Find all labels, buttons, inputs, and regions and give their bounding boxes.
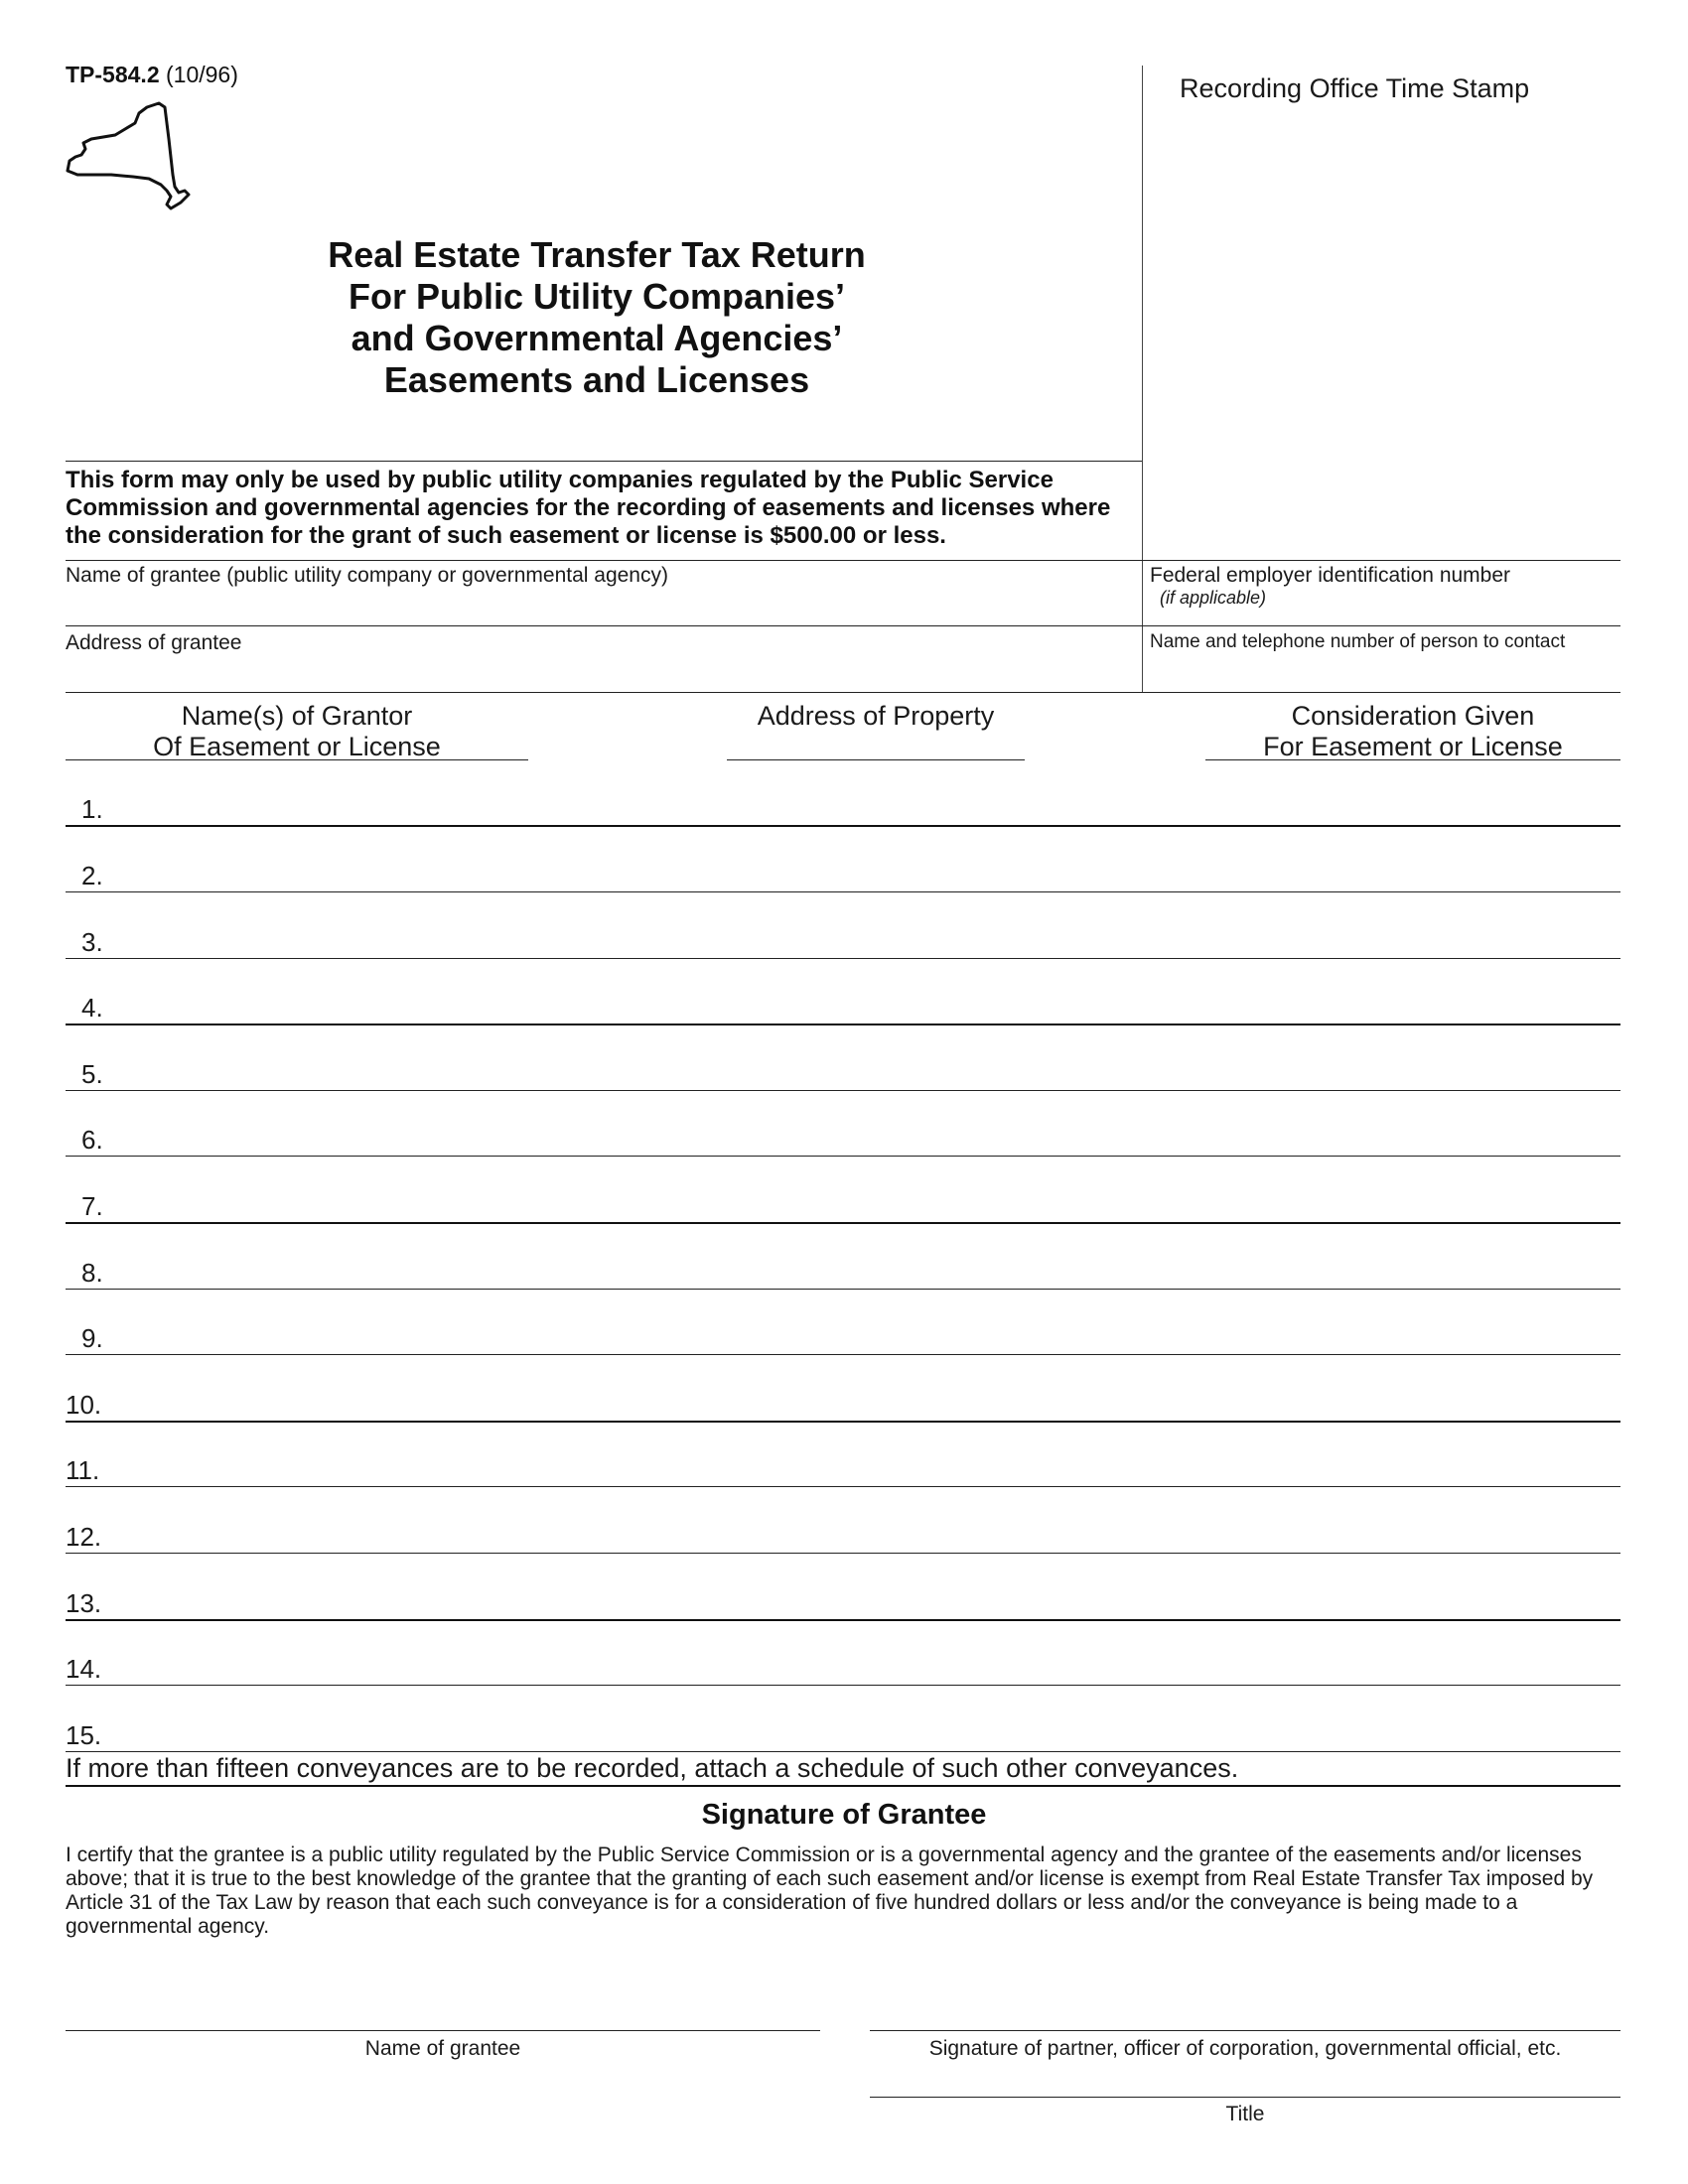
contact-label: Name and telephone number of person to contact — [1150, 631, 1566, 652]
row-number-10: 10. — [66, 1390, 102, 1420]
row-rule-8 — [66, 1289, 1620, 1290]
signature-heading: Signature of Grantee — [701, 1799, 987, 1831]
column-header-consideration-line-1: Consideration Given — [1291, 701, 1535, 731]
form-title-line-1: Real Estate Transfer Tax Return — [328, 234, 866, 275]
notice-top-rule — [66, 461, 1142, 462]
certification-text: I certify that the grantee is a public utility regulated by the Public Service Commission or is a governmental agency and the grantee of the easements and/or licenses above; that it is true to the best knowledge of the grantee that the granting of each such easement and/or license is exempt from Real Estate Transfer Tax imposed by Article 31 of the Tax Law by reason that each such conveyance is for a consideration of five hundred dollars or less and/or the conveyance is being made to a governmental agency. — [66, 1843, 1594, 1938]
signer-signature-field[interactable] — [870, 1997, 1620, 2027]
row-1-entry[interactable] — [119, 794, 1609, 822]
row-number-8: 8. — [81, 1258, 103, 1288]
time-stamp-label: Recording Office Time Stamp — [1180, 73, 1530, 103]
overflow-note: If more than fifteen conveyances are to be recorded, attach a schedule of such other conveyances. — [66, 1753, 1239, 1783]
row-3-entry[interactable] — [119, 927, 1609, 955]
grantee-name-signature-line — [66, 2030, 820, 2031]
grantee-address-label: Address of grantee — [66, 631, 242, 654]
column-header-consideration-line-2: For Easement or License — [1263, 732, 1563, 761]
column-header-property-underline — [727, 759, 1025, 760]
row-number-7: 7. — [81, 1191, 103, 1221]
row-rule-14 — [66, 1685, 1620, 1686]
row-5-entry[interactable] — [119, 1059, 1609, 1087]
row-number-4: 4. — [81, 993, 103, 1023]
column-header-grantor-line-1: Name(s) of Grantor — [181, 701, 413, 731]
row-14-entry[interactable] — [119, 1654, 1609, 1682]
signer-signature-line — [870, 2030, 1620, 2031]
overflow-note-rule — [66, 1785, 1620, 1787]
row-15-entry[interactable] — [119, 1720, 1609, 1748]
row-rule-4 — [66, 1024, 1620, 1025]
row-12-entry[interactable] — [119, 1522, 1609, 1550]
row-rule-13 — [66, 1619, 1620, 1621]
row-8-entry[interactable] — [119, 1258, 1609, 1286]
row-10-entry[interactable] — [119, 1390, 1609, 1418]
column-header-consideration-underline — [1205, 759, 1620, 760]
new-york-state-outline-icon — [64, 99, 193, 210]
form-title-line-2: For Public Utility Companies’ — [348, 276, 846, 317]
row-number-9: 9. — [81, 1323, 103, 1353]
row-number-3: 3. — [81, 927, 103, 957]
column-header-property-line-1: Address of Property — [757, 701, 995, 731]
signer-title-line — [870, 2097, 1620, 2098]
row-rule-11 — [66, 1486, 1620, 1487]
time-stamp-box[interactable] — [1144, 109, 1620, 556]
time-stamp-divider — [1142, 66, 1143, 693]
form-title — [66, 234, 1128, 401]
row-13-entry[interactable] — [119, 1588, 1609, 1616]
grantee-name-caption: Name of grantee — [364, 2037, 521, 2060]
row-rule-9 — [66, 1354, 1620, 1355]
title-caption: Title — [1225, 2103, 1265, 2125]
form-title-line-4: Easements and Licenses — [383, 359, 810, 400]
row-7-entry[interactable] — [119, 1191, 1609, 1219]
fein-label: Federal employer identification number — [1150, 564, 1511, 587]
column-header-grantor-line-2: Of Easement or License — [153, 732, 441, 761]
row-rule-10 — [66, 1421, 1620, 1423]
row-number-12: 12. — [66, 1522, 102, 1552]
row-number-6: 6. — [81, 1125, 103, 1155]
row-number-1: 1. — [81, 794, 103, 824]
grantee-name-signature-field[interactable] — [66, 1997, 820, 2027]
row-4-entry[interactable] — [119, 993, 1609, 1021]
row-rule-12 — [66, 1553, 1620, 1554]
grantee-address-field[interactable] — [66, 657, 1128, 687]
row-rule-2 — [66, 891, 1620, 892]
signer-caption: Signature of partner, officer of corporation, governmental official, etc. — [928, 2037, 1562, 2060]
column-header-grantor-underline — [66, 759, 528, 760]
row-rule-5 — [66, 1090, 1620, 1091]
row-2-entry[interactable] — [119, 861, 1609, 888]
grantee-name-field[interactable] — [66, 592, 1128, 621]
form-number-code: TP-584.2 — [66, 62, 160, 87]
contact-field[interactable] — [1150, 657, 1617, 687]
row-9-entry[interactable] — [119, 1323, 1609, 1351]
column-header-consideration — [1205, 701, 1620, 762]
column-header-property — [727, 701, 1025, 732]
row-number-5: 5. — [81, 1059, 103, 1089]
row-number-2: 2. — [81, 861, 103, 890]
row-rule-6 — [66, 1156, 1620, 1157]
row-11-entry[interactable] — [119, 1455, 1609, 1483]
grantee-row-bottom-rule — [66, 692, 1620, 693]
grantee-row-top-rule — [66, 560, 1620, 561]
row-number-15: 15. — [66, 1720, 102, 1750]
form-revision: (10/96) — [166, 62, 238, 87]
fein-field[interactable] — [1331, 592, 1618, 621]
row-rule-3 — [66, 958, 1620, 959]
row-rule-1 — [66, 825, 1620, 827]
row-6-entry[interactable] — [119, 1125, 1609, 1153]
row-rule-7 — [66, 1222, 1620, 1224]
usage-notice: This form may only be used by public utility companies regulated by the Public Service Commission and governmental agencies for the recording of easements and licenses where the consideration for the grant of such easement or license is $500.00 or less. — [66, 467, 1111, 549]
signer-title-field[interactable] — [870, 2065, 1620, 2095]
row-rule-15 — [66, 1751, 1620, 1752]
column-header-grantor — [66, 701, 528, 762]
row-number-14: 14. — [66, 1654, 102, 1684]
fein-note: (if applicable) — [1160, 588, 1267, 608]
row-number-11: 11. — [66, 1455, 100, 1485]
grantee-row-mid-rule — [66, 625, 1620, 626]
form-number — [66, 62, 238, 88]
form-title-line-3: and Governmental Agencies’ — [351, 318, 843, 358]
row-number-13: 13. — [66, 1588, 102, 1618]
grantee-name-label: Name of grantee (public utility company or governmental agency) — [66, 564, 668, 587]
